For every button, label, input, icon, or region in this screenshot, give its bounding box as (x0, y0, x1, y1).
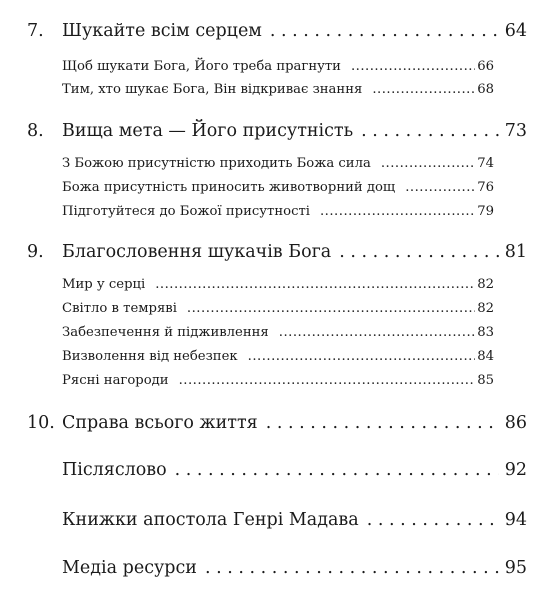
chapter-number: 9. (27, 242, 44, 262)
dot-leader (279, 325, 475, 340)
toc-subsection[interactable] (62, 325, 494, 340)
dot-leader (155, 277, 475, 292)
toc-subsection[interactable] (62, 156, 494, 171)
subsection-title: Тим, хто шукає Бога, Він відкриває знання (62, 82, 363, 97)
dot-leader (320, 204, 475, 219)
subsection-title: Божа присутність приносить животворний дощ (62, 180, 396, 195)
toc-subsection[interactable] (62, 373, 494, 388)
page-number: 83 (477, 325, 494, 340)
toc-chapter-7[interactable] (27, 21, 527, 41)
page-number: 85 (477, 373, 494, 388)
toc-subsection[interactable] (62, 59, 494, 74)
toc-subsection[interactable] (62, 204, 494, 219)
dot-leader (175, 460, 499, 480)
page-number: 82 (477, 277, 494, 292)
page-number: 95 (504, 558, 527, 578)
subsection-title: Рясні нагороди (62, 373, 169, 388)
section-title: Медіа ресурси (62, 558, 197, 578)
page-number: 82 (477, 301, 494, 316)
toc-chapter-9[interactable] (27, 242, 527, 262)
section-title: Книжки апостола Генрі Мадава (62, 510, 359, 530)
dot-leader (270, 21, 499, 41)
subsection-title: Підготуйтеся до Божої присутності (62, 204, 310, 219)
dot-leader (361, 121, 499, 141)
page-number: 81 (504, 242, 527, 262)
page-number: 68 (477, 82, 494, 97)
chapter-title: Благословення шукачів Бога (62, 242, 332, 262)
page-number: 79 (477, 204, 494, 219)
chapter-number: 7. (27, 21, 44, 41)
toc-subsection[interactable] (62, 301, 494, 316)
dot-leader (372, 82, 475, 97)
page-number: 73 (504, 121, 527, 141)
toc-afterword[interactable] (27, 460, 527, 480)
page-number: 84 (477, 349, 494, 364)
toc-chapter-8[interactable] (27, 121, 527, 141)
page-number: 64 (504, 21, 527, 41)
dot-leader (205, 558, 499, 578)
subsection-title: Мир у серці (62, 277, 146, 292)
subsection-title: Визволення від небезпек (62, 349, 238, 364)
dot-leader (381, 156, 475, 171)
page-number: 92 (504, 460, 527, 480)
chapter-number: 10. (27, 413, 55, 433)
toc-subsection[interactable] (62, 277, 494, 292)
page-number: 74 (477, 156, 494, 171)
toc-subsection[interactable] (62, 349, 494, 364)
chapter-title: Вища мета — Його присутність (62, 121, 354, 141)
dot-leader (367, 510, 499, 530)
subsection-title: Забезпечення й підживлення (62, 325, 269, 340)
toc-books[interactable] (27, 510, 527, 530)
page-number: 66 (477, 59, 494, 74)
chapter-number: 8. (27, 121, 44, 141)
toc-media-resources[interactable] (27, 558, 527, 578)
page-number: 94 (504, 510, 527, 530)
dot-leader (266, 413, 499, 433)
dot-leader (179, 373, 476, 388)
toc-subsection[interactable] (62, 82, 494, 97)
subsection-title: З Божою присутністю приходить Божа сила (62, 156, 371, 171)
toc-subsection[interactable] (62, 180, 494, 195)
dot-leader (339, 242, 498, 262)
dot-leader (187, 301, 475, 316)
chapter-title: Шукайте всім серцем (62, 21, 262, 41)
toc-chapter-10[interactable] (27, 413, 527, 433)
page-number: 86 (504, 413, 527, 433)
dot-leader (248, 349, 476, 364)
subsection-title: Світло в темряві (62, 301, 177, 316)
chapter-title: Справа всього життя (62, 413, 258, 433)
subsection-title: Щоб шукати Бога, Його треба прагнути (62, 59, 341, 74)
dot-leader (351, 59, 475, 74)
page-number: 76 (477, 180, 494, 195)
section-title: Післяслово (62, 460, 167, 480)
dot-leader (405, 180, 475, 195)
